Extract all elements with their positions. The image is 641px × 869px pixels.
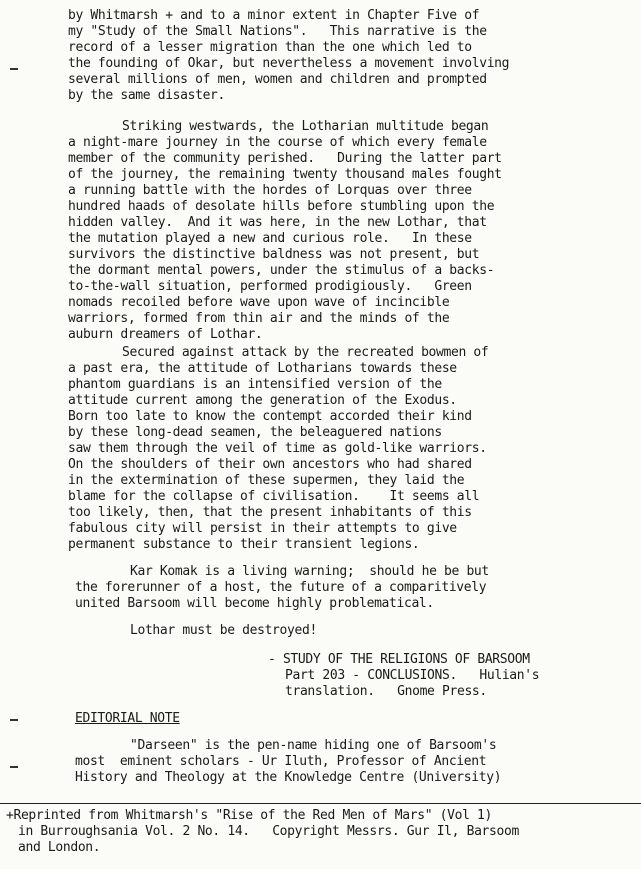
text-line: the dormant mental powers, under the stimulus of a backs- xyxy=(68,263,495,278)
text-line: of the journey, the remaining twenty thousand males fought xyxy=(68,167,502,182)
text-line: Kar Komak is a living warning; should he be but xyxy=(130,564,489,579)
attribution-line: translation. Gnome Press. xyxy=(285,684,487,699)
text-line: On the shoulders of their own ancestors who had shared xyxy=(68,457,472,472)
footnote-line: in Burroughsania Vol. 2 No. 14. Copyright Messrs. Gur Il, Barsoom xyxy=(18,824,519,839)
footnote-line: +Reprinted from Whitmarsh's "Rise of the Red Men of Mars" (Vol 1) xyxy=(6,808,492,823)
text-line: the founding of Okar, but nevertheless a movement involving xyxy=(68,56,510,71)
text-line: History and Theology at the Knowledge Centre (University) xyxy=(75,770,502,785)
text-line: in the extermination of these supermen, they laid the xyxy=(68,473,465,488)
text-line: several millions of men, women and children and prompted xyxy=(68,72,487,87)
footnote-line: and London. xyxy=(18,840,101,855)
attribution-line: Part 203 - CONCLUSIONS. Hulian's xyxy=(285,668,540,683)
text-line: a past era, the attitude of Lotharians towards these xyxy=(68,361,457,376)
text-line: attitude current among the generation of the Exodus. xyxy=(68,393,457,408)
text-line: a night-mare journey in the course of which every female xyxy=(68,135,487,150)
text-line: hundred haads of desolate hills before stumbling upon the xyxy=(68,199,495,214)
text-line: blame for the collapse of civilisation. It seems all xyxy=(68,489,480,504)
text-line: by the same disaster. xyxy=(68,88,226,103)
attribution-line: - STUDY OF THE RELIGIONS OF BARSOOM xyxy=(268,652,530,667)
text-line: phantom guardians is an intensified version of the xyxy=(68,377,442,392)
footnote-rule xyxy=(0,803,641,804)
margin-mark xyxy=(10,68,18,70)
text-line: auburn dreamers of Lothar. xyxy=(68,327,263,342)
text-line: permanent substance to their transient legions. xyxy=(68,537,420,552)
text-line: survivors the distinctive baldness was not present, but xyxy=(68,247,480,262)
closing-line: Lothar must be destroyed! xyxy=(130,623,317,638)
text-line: "Darseen" is the pen-name hiding one of Barsoom's xyxy=(130,738,497,753)
text-line: by these long-dead seamen, the beleaguered nations xyxy=(68,425,442,440)
text-line: most eminent scholars - Ur Iluth, Professor of Ancient xyxy=(75,754,487,769)
text-line: my "Study of the Small Nations". This narrative is the xyxy=(68,24,487,39)
text-line: Striking westwards, the Lotharian multitude began xyxy=(122,119,489,134)
text-line: too likely, then, that the present inhabitants of this xyxy=(68,505,472,520)
margin-mark xyxy=(10,766,18,768)
text-line: united Barsoom will become highly problematical. xyxy=(75,596,434,611)
text-line: record of a lesser migration than the one which led to xyxy=(68,40,472,55)
text-line: by Whitmarsh + and to a minor extent in Chapter Five of xyxy=(68,8,480,23)
text-line: Born too late to know the contempt accorded their kind xyxy=(68,409,472,424)
text-line: nomads recoiled before wave upon wave of incincible xyxy=(68,295,450,310)
text-line: the forerunner of a host, the future of a comparitively xyxy=(75,580,487,595)
text-line: saw them through the veil of time as gold-like warriors. xyxy=(68,441,487,456)
text-line: to-the-wall situation, performed prodigiously. Green xyxy=(68,279,472,294)
text-line: a running battle with the hordes of Lorquas over three xyxy=(68,183,472,198)
editorial-note-heading: EDITORIAL NOTE xyxy=(75,711,180,726)
margin-mark xyxy=(10,719,18,721)
text-line: member of the community perished. During the latter part xyxy=(68,151,502,166)
text-line: the mutation played a new and curious role. In these xyxy=(68,231,472,246)
text-line: Secured against attack by the recreated bowmen of xyxy=(122,345,489,360)
text-line: hidden valley. And it was here, in the new Lothar, that xyxy=(68,215,487,230)
text-line: fabulous city will persist in their attempts to give xyxy=(68,521,457,536)
text-line: warriors, formed from thin air and the minds of the xyxy=(68,311,450,326)
